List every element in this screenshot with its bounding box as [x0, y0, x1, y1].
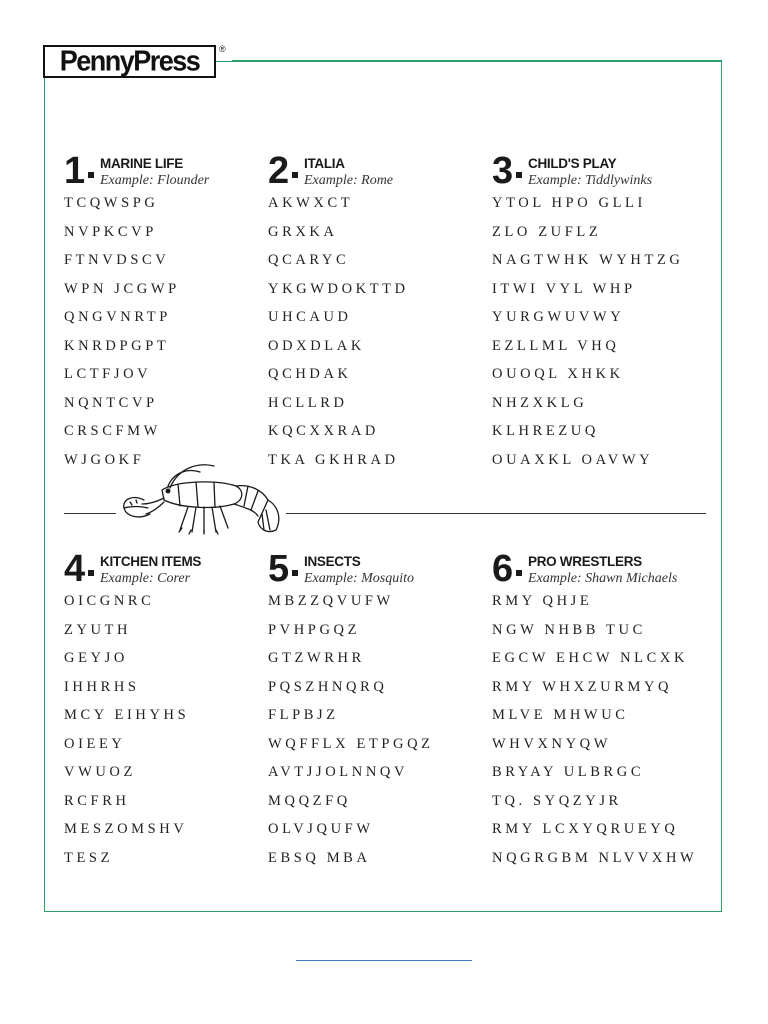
cipher-line: HCLLRD — [268, 394, 348, 411]
cipher-line: GRXKA — [268, 223, 338, 240]
cipher-line: WHVXNYQW — [492, 735, 612, 752]
cipher-line: WPN JCGWP — [64, 280, 180, 297]
cipher-line: OUOQL XHKK — [492, 366, 624, 382]
section-divider-right — [286, 513, 706, 514]
cipher-line: RCFRH — [64, 792, 130, 809]
cipher-line: OIEEY — [64, 735, 126, 752]
puzzle-example: Example: Mosquito — [304, 571, 415, 586]
section-divider-left — [64, 513, 116, 514]
cipher-line: MLVE MHWUC — [492, 707, 629, 723]
cipher-line: ZYUTH — [64, 621, 132, 638]
puzzle-example: Example: Rome — [304, 173, 394, 188]
cipher-line: ZLO ZUFLZ — [492, 223, 602, 240]
cipher-line: QNGVNRTP — [64, 309, 171, 325]
footer-link-rule[interactable] — [296, 960, 472, 961]
puzzle-number-dot — [88, 570, 94, 576]
cipher-line: ITWI VYL WHP — [492, 280, 636, 297]
cipher-line: WQFFLX ETPGQZ — [268, 735, 434, 752]
puzzle-5 — [268, 548, 488, 866]
puzzle-header — [268, 548, 488, 590]
cipher-line: QCARYC — [268, 252, 350, 268]
cipher-line: MESZOMSHV — [64, 821, 188, 837]
cipher-line: FTNVDSCV — [64, 252, 170, 268]
cipher-line: EBSQ MBA — [268, 849, 371, 866]
pennypress-logo — [43, 45, 216, 78]
cipher-line: RMY QHJE — [492, 593, 593, 609]
puzzle-category: CHILD'S PLAY — [528, 156, 617, 171]
puzzle-number-dot — [292, 172, 298, 178]
puzzle-example: Example: Tiddlywinks — [528, 173, 653, 188]
puzzle-category: INSECTS — [304, 554, 361, 569]
cipher-line: NAGTWHK WYHTZG — [492, 252, 684, 268]
puzzle-number: 2 — [268, 150, 289, 192]
cipher-line: GTZWRHR — [268, 650, 365, 666]
cipher-list — [268, 193, 409, 478]
puzzle-3 — [492, 150, 712, 468]
cipher-line: TCQWSPG — [64, 195, 159, 211]
cipher-line: AKWXCT — [268, 195, 354, 211]
cipher-line: BRYAY ULBRGC — [492, 764, 645, 780]
puzzle-1 — [64, 150, 284, 468]
puzzle-4 — [64, 548, 284, 866]
cipher-line: NQNTCVP — [64, 394, 158, 411]
cipher-line: EGCW EHCW NLCXK — [492, 650, 689, 666]
cipher-line: NGW NHBB TUC — [492, 621, 646, 638]
cipher-list — [268, 591, 434, 876]
puzzle-header — [64, 548, 284, 590]
puzzle-example: Example: Corer — [100, 571, 191, 586]
cipher-line: RMY LCXYQRUEYQ — [492, 821, 679, 837]
puzzle-category: PRO WRESTLERS — [528, 554, 642, 569]
cipher-line: KNRDPGPT — [64, 337, 170, 354]
puzzle-example: Example: Shawn Michaels — [528, 571, 678, 586]
puzzle-header — [492, 548, 712, 590]
puzzle-example: Example: Flounder — [100, 173, 210, 188]
cipher-line: NVPKCVP — [64, 223, 157, 240]
puzzle-category: MARINE LIFE — [100, 156, 183, 171]
cipher-line: KLHREZUQ — [492, 423, 599, 439]
puzzle-category: KITCHEN ITEMS — [100, 554, 202, 569]
puzzle-category: ITALIA — [304, 156, 345, 171]
cipher-line: YKGWDOKTTD — [268, 280, 409, 297]
puzzle-6 — [492, 548, 712, 866]
puzzle-2 — [268, 150, 488, 468]
cipher-line: CRSCFMW — [64, 423, 161, 439]
cipher-line: OICGNRC — [64, 593, 155, 609]
cipher-line: VWUOZ — [64, 764, 136, 780]
cipher-line: MBZZQVUFW — [268, 593, 394, 609]
cipher-line: IHHRHS — [64, 678, 140, 695]
cipher-line: PQSZHNQRQ — [268, 678, 388, 695]
puzzle-number: 5 — [268, 548, 289, 590]
cipher-line: MQQZFQ — [268, 792, 351, 809]
puzzle-number-dot — [516, 570, 522, 576]
cipher-line: OUAXKL OAVWY — [492, 451, 654, 468]
logo-text: PennyPress — [59, 45, 200, 77]
cipher-line: ODXDLAK — [268, 337, 365, 354]
cipher-line: MCY EIHYHS — [64, 707, 190, 723]
puzzle-header — [64, 150, 284, 192]
registered-mark: ® — [219, 44, 226, 54]
cipher-list — [492, 193, 683, 478]
cipher-line: LCTFJOV — [64, 366, 152, 382]
cipher-list — [492, 591, 697, 876]
cipher-line: PVHPGQZ — [268, 621, 361, 638]
cipher-list — [64, 591, 189, 876]
cipher-line: AVTJJOLNNQV — [268, 764, 409, 780]
puzzle-number: 1 — [64, 150, 85, 192]
cipher-line: YURGWUVWY — [492, 309, 625, 325]
cipher-line: NHZXKLG — [492, 394, 588, 411]
cipher-line: NQGRGBM NLVVXHW — [492, 849, 698, 866]
lobster-icon — [118, 460, 290, 540]
cipher-line: EZLLML VHQ — [492, 337, 620, 354]
cipher-line: QCHDAK — [268, 366, 352, 382]
puzzle-number-dot — [516, 172, 522, 178]
puzzle-header — [492, 150, 712, 192]
puzzle-number-dot — [88, 172, 94, 178]
cipher-line: TKA GKHRAD — [268, 451, 399, 468]
puzzle-number: 3 — [492, 150, 513, 192]
cipher-line: UHCAUD — [268, 309, 352, 325]
cipher-line: RMY WHXZURMYQ — [492, 678, 673, 695]
header-rule — [232, 60, 722, 61]
cipher-line: KQCXXRAD — [268, 423, 379, 439]
cipher-line: TQ. SYQZYJR — [492, 792, 622, 809]
puzzle-number: 4 — [64, 548, 85, 590]
cipher-line: WJGOKF — [64, 451, 145, 468]
puzzle-header — [268, 150, 488, 192]
cipher-line: TESZ — [64, 849, 114, 866]
cipher-line: GEYJO — [64, 650, 128, 666]
puzzle-number-dot — [292, 570, 298, 576]
cipher-list — [64, 193, 180, 478]
cipher-line: FLPBJZ — [268, 707, 339, 723]
puzzle-number: 6 — [492, 548, 513, 590]
cipher-line: YTOL HPO GLLI — [492, 195, 646, 211]
cipher-line: OLVJQUFW — [268, 821, 374, 837]
